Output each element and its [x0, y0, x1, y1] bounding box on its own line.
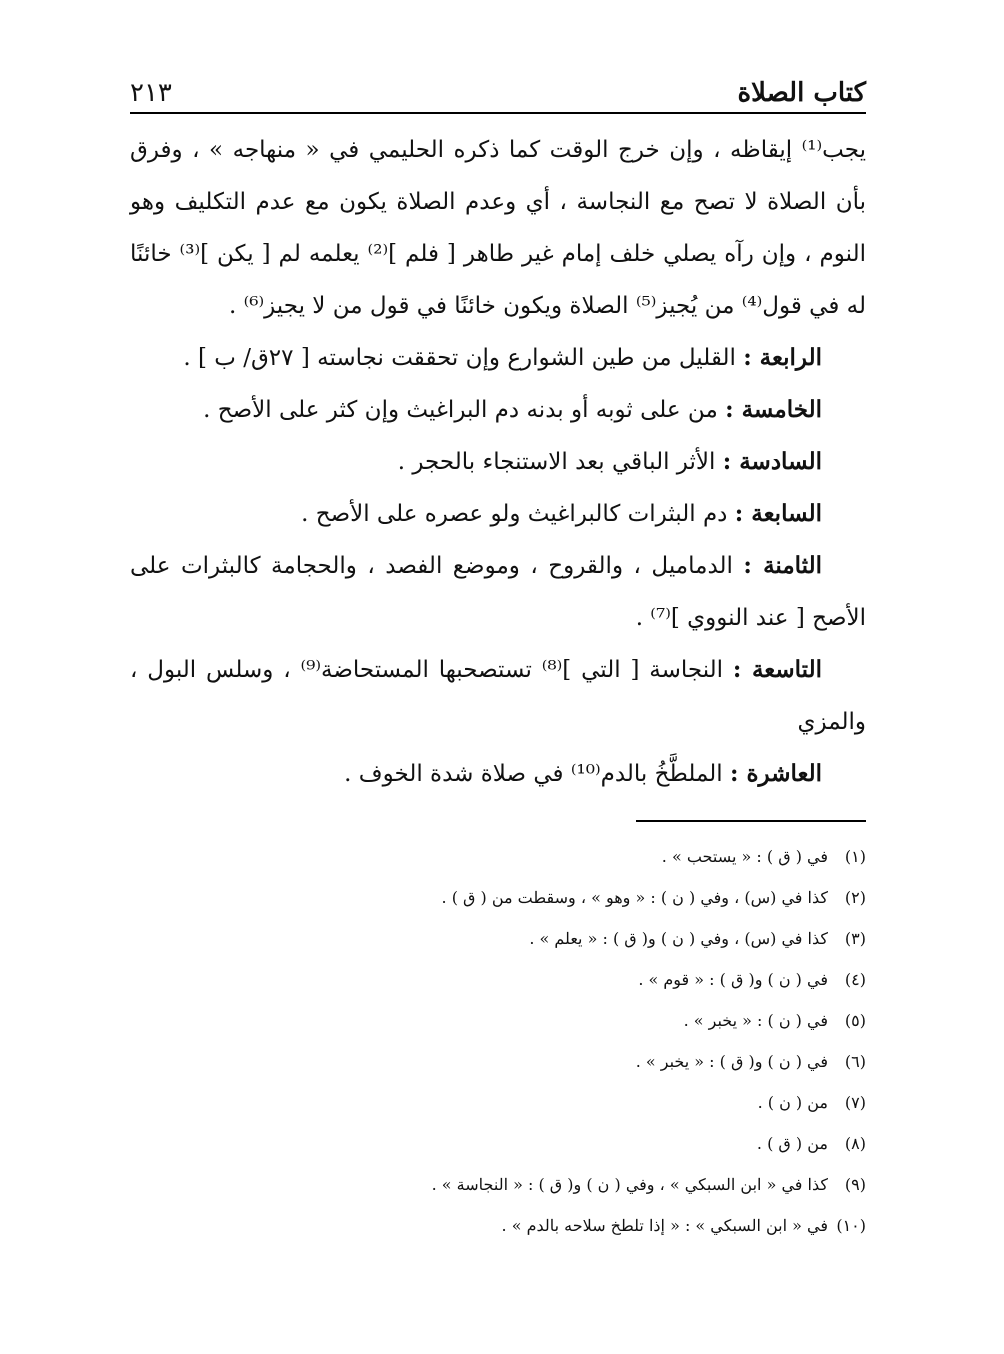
chapter-title: كتاب الصلاة — [737, 78, 866, 108]
book-page — [130, 60, 866, 1246]
main-text — [130, 124, 866, 800]
footnote-number: (٨) — [844, 1134, 866, 1153]
item-tenth — [130, 748, 866, 800]
footnote-text: من ( ق ) . — [756, 1134, 828, 1153]
footnote-number: (١٠) — [836, 1216, 866, 1235]
page-header — [130, 60, 866, 114]
footnote-text: في ( ن ) : « يخبر » . — [683, 1011, 828, 1030]
item-label: السابعة : — [734, 500, 822, 527]
footnote-text: في « ابن السبكي » : « إذا تلطخ سلاحه بالدم » . — [501, 1216, 828, 1235]
footnote-number: (١) — [844, 847, 866, 866]
footnote-item — [130, 877, 866, 918]
item-label: العاشرة : — [729, 760, 822, 787]
footnote-number: (٩) — [844, 1175, 866, 1194]
page-number: ٢١٣ — [130, 78, 172, 108]
footnote-text: في ( ن ) و( ق ) : « قوم » . — [638, 970, 828, 989]
footnote-item — [130, 959, 866, 1000]
footnote-number: (٣) — [844, 929, 866, 948]
item-text: الدماميل ، والقروح ، وموضع الفصد ، والحجامة كالبثرات على الأصح [ عند النووي ]⁽⁷⁾ . — [130, 553, 866, 631]
footnote-text: كذا في (س) ، وفي ( ن ) : « وهو » ، وسقطت من ( ق ) . — [441, 888, 828, 907]
footnote-text: في ( ق ) : « يستحب » . — [661, 847, 828, 866]
item-text: دم البثرات كالبراغيث ولو عصره على الأصح . — [301, 501, 728, 527]
footnote-number: (٥) — [844, 1011, 866, 1030]
footnote-item — [130, 1041, 866, 1082]
footnote-text: من ( ن ) . — [757, 1093, 828, 1112]
footnote-number: (٧) — [844, 1093, 866, 1112]
item-text: الملطَّخُ بالدم⁽¹⁰⁾ في صلاة شدة الخوف . — [344, 761, 723, 787]
item-label: الخامسة : — [725, 396, 822, 423]
item-label: الثامنة : — [743, 552, 823, 579]
item-label: السادسة : — [722, 448, 822, 475]
footnote-text: كذا في « ابن السبكي » ، وفي ( ن ) و( ق ) : « النجاسة » . — [431, 1175, 828, 1194]
footnote-item — [130, 1164, 866, 1205]
item-eighth — [130, 540, 866, 644]
footnote-item — [130, 1082, 866, 1123]
footnote-number: (٤) — [844, 970, 866, 989]
footnote-item — [130, 1205, 866, 1246]
footnotes-list — [130, 836, 866, 1246]
item-text: القليل من طين الشوارع وإن تحققت نجاسته [ ٢٧ق/ ب ] . — [183, 345, 736, 371]
footnote-separator — [636, 820, 866, 822]
footnote-text: في ( ن ) و( ق ) : « يخبر » . — [635, 1052, 828, 1071]
item-label: التاسعة : — [732, 656, 822, 683]
footnote-item — [130, 918, 866, 959]
item-fourth — [130, 332, 866, 384]
item-seventh — [130, 488, 866, 540]
item-sixth — [130, 436, 866, 488]
footnote-item — [130, 1000, 866, 1041]
item-label: الرابعة : — [743, 344, 822, 371]
item-text: الأثر الباقي بعد الاستنجاء بالحجر . — [397, 449, 716, 475]
footnote-number: (٢) — [844, 888, 866, 907]
item-fifth — [130, 384, 866, 436]
item-text: النجاسة [ التي ]⁽⁸⁾ تستصحبها المستحاضة⁽⁹⁾ ، وسلس البول ، والمزي — [130, 657, 866, 735]
footnote-number: (٦) — [844, 1052, 866, 1071]
item-ninth — [130, 644, 866, 748]
item-text: من على ثوبه أو بدنه دم البراغيث وإن كثر على الأصح . — [203, 397, 718, 423]
footnote-item — [130, 1123, 866, 1164]
intro-paragraph: يجب⁽¹⁾ إيقاظه ، وإن خرج الوقت كما ذكره الحليمي في « منهاجه » ، وفرق بأن الصلاة لا تصح مع النجاسة ، أي وعدم الصلاة يكون مع عدم التكليف وهو النوم ، وإن رآه يصلي خلف إمام غير طاهر [ فلم ]⁽²⁾ يعلمه لم [ يكن ]⁽³⁾ خائنًا له في قول⁽⁴⁾ من يُجيز⁽⁵⁾ الصلاة ويكون خائنًا في قول من لا يجيز⁽⁶⁾ . — [130, 137, 866, 319]
footnote-text: كذا في (س) ، وفي ( ن ) و( ق ) : « يعلم » . — [529, 929, 828, 948]
footnote-item — [130, 836, 866, 877]
